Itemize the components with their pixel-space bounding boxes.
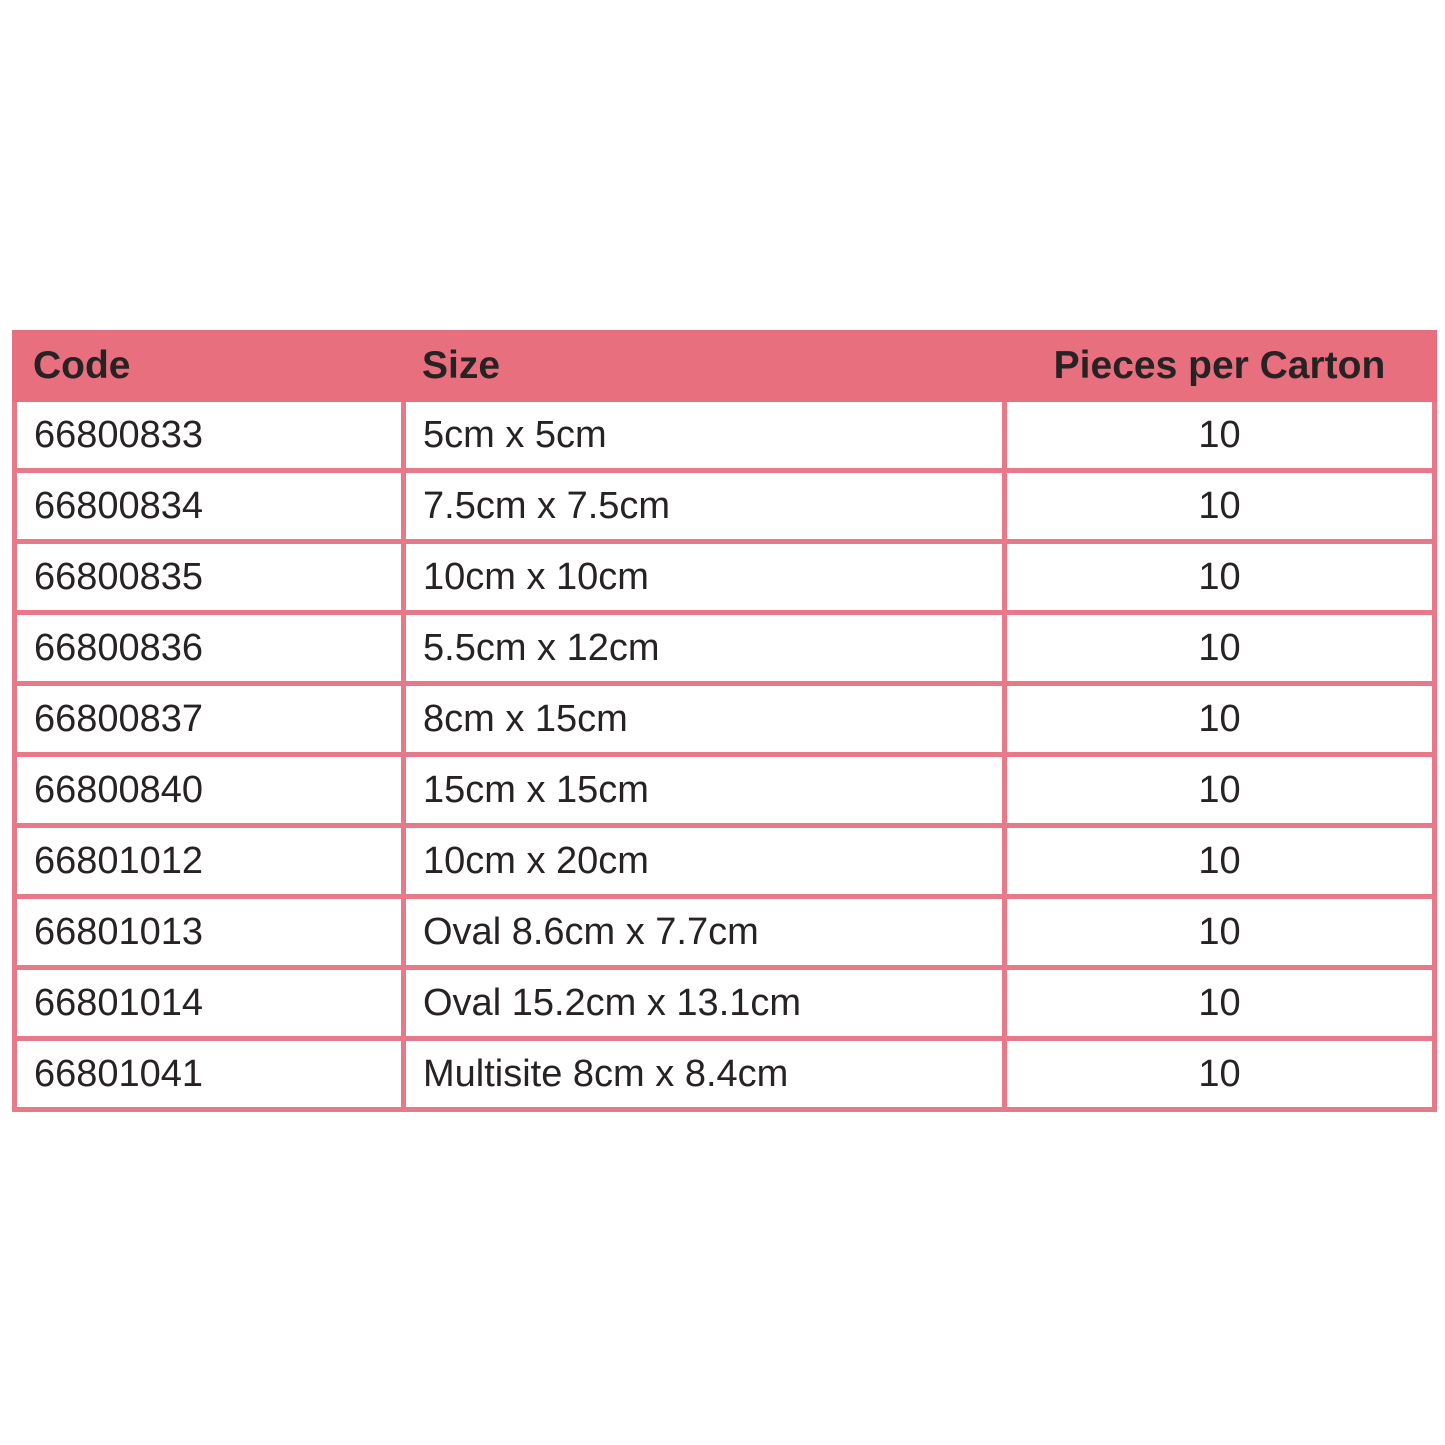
- code-cell: 66800834: [34, 484, 204, 527]
- size-cell: Oval 15.2cm x 13.1cm: [401, 970, 1002, 1036]
- code-cell: 66801014: [34, 981, 204, 1024]
- size-cell: 8cm x 15cm: [401, 686, 1002, 752]
- size-cell: Multisite 8cm x 8.4cm: [401, 1041, 1002, 1107]
- header-pieces-per-carton: Pieces per Carton: [1053, 344, 1386, 387]
- pieces-cell: 10: [1002, 402, 1432, 468]
- code-cell: 66801041: [34, 1052, 204, 1095]
- pieces-cell: 10: [1002, 1041, 1432, 1107]
- code-cell: 66801013: [34, 910, 204, 953]
- code-cell: 66800840: [34, 768, 204, 811]
- pieces-cell: 10: [1002, 970, 1432, 1036]
- table-row: [17, 970, 1432, 1041]
- pieces-cell: 10: [1002, 828, 1432, 894]
- table-row: [17, 899, 1432, 970]
- size-cell: 5cm x 5cm: [401, 402, 1002, 468]
- size-cell: 10cm x 10cm: [401, 544, 1002, 610]
- pieces-cell: 10: [1002, 473, 1432, 539]
- pieces-cell: 10: [1002, 757, 1432, 823]
- size-cell: Oval 8.6cm x 7.7cm: [401, 899, 1002, 965]
- code-cell: 66800836: [34, 626, 204, 669]
- pieces-cell: 10: [1002, 615, 1432, 681]
- table-row: [17, 686, 1432, 757]
- pieces-cell: 10: [1002, 544, 1432, 610]
- header-size: Size: [422, 344, 501, 387]
- size-cell: 5.5cm x 12cm: [401, 615, 1002, 681]
- pieces-cell: 10: [1002, 686, 1432, 752]
- header-code: Code: [33, 344, 131, 387]
- table-row: [17, 1041, 1432, 1112]
- size-cell: 15cm x 15cm: [401, 757, 1002, 823]
- table-body: [12, 402, 1437, 1112]
- table-row: [17, 402, 1432, 473]
- table-row: [17, 828, 1432, 899]
- size-cell: 7.5cm x 7.5cm: [401, 473, 1002, 539]
- table-row: [17, 615, 1432, 686]
- size-cell: 10cm x 20cm: [401, 828, 1002, 894]
- code-cell: 66800835: [34, 555, 204, 598]
- table-row: [17, 757, 1432, 828]
- code-cell: 66800837: [34, 697, 204, 740]
- code-cell: 66800833: [34, 413, 204, 456]
- pieces-cell: 10: [1002, 899, 1432, 965]
- table-row: [17, 473, 1432, 544]
- table-header-row: [12, 330, 1437, 402]
- product-spec-table: [12, 330, 1437, 1112]
- table-row: [17, 544, 1432, 615]
- code-cell: 66801012: [34, 839, 204, 882]
